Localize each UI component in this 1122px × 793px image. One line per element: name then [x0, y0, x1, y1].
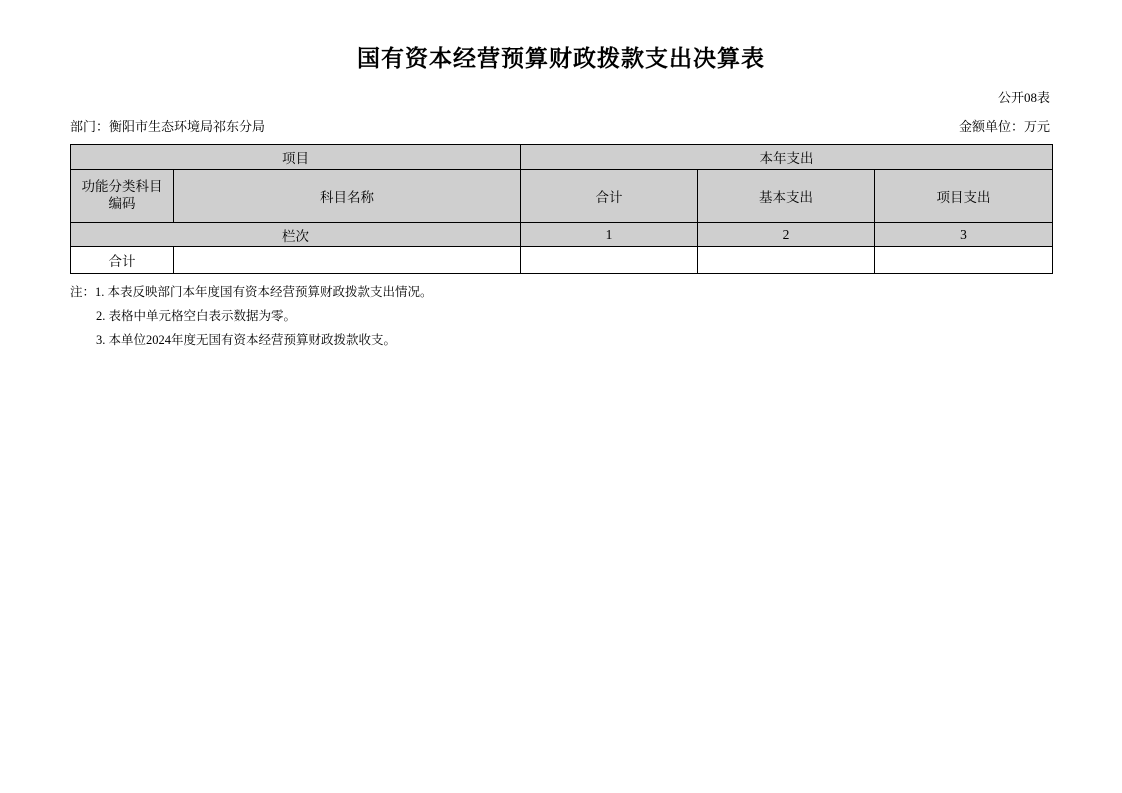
cell-total	[521, 247, 698, 274]
column-index-1: 1	[521, 223, 698, 247]
header-current-year-expenditure: 本年支出	[521, 145, 1053, 170]
header-basic-expenditure: 基本支出	[698, 170, 875, 223]
column-index-label: 栏次	[71, 223, 521, 247]
note-line-3: 3. 本单位2024年度无国有资本经营预算财政拨款收支。	[96, 332, 397, 347]
cell-subject-name	[174, 247, 521, 274]
note-line-2: 2. 表格中单元格空白表示数据为零。	[96, 308, 297, 323]
cell-project-expenditure	[875, 247, 1053, 274]
header-function-code-line2: 编码	[108, 196, 136, 211]
table-row	[71, 247, 1053, 274]
cell-basic-expenditure	[698, 247, 875, 274]
header-project: 项目	[71, 145, 521, 170]
header-subject-name: 科目名称	[174, 170, 521, 223]
table-sub-header-row	[71, 170, 1053, 223]
department-label: 部门：衡阳市生态环境局祁东分局	[70, 119, 266, 134]
header-project-expenditure: 项目支出	[875, 170, 1053, 223]
header-function-code	[71, 170, 174, 223]
column-index-2: 2	[698, 223, 875, 247]
expenditure-table	[70, 144, 1053, 274]
header-function-code-line1: 功能分类科目	[81, 179, 163, 195]
amount-unit-label: 金额单位：万元	[958, 119, 1050, 134]
column-index-3: 3	[875, 223, 1053, 247]
cell-function-code: 合计	[71, 247, 174, 274]
table-notes	[70, 281, 1122, 352]
header-total: 合计	[521, 170, 698, 223]
note-line-1: 注：1. 本表反映部门本年度国有资本经营预算财政拨款支出情况。	[70, 285, 433, 299]
page-title: 国有资本经营预算财政拨款支出决算表	[357, 46, 765, 71]
table-column-index-row	[71, 223, 1053, 247]
table-group-header-row	[71, 145, 1053, 170]
meta-row	[0, 106, 1122, 135]
form-code: 公开08表	[997, 90, 1050, 105]
